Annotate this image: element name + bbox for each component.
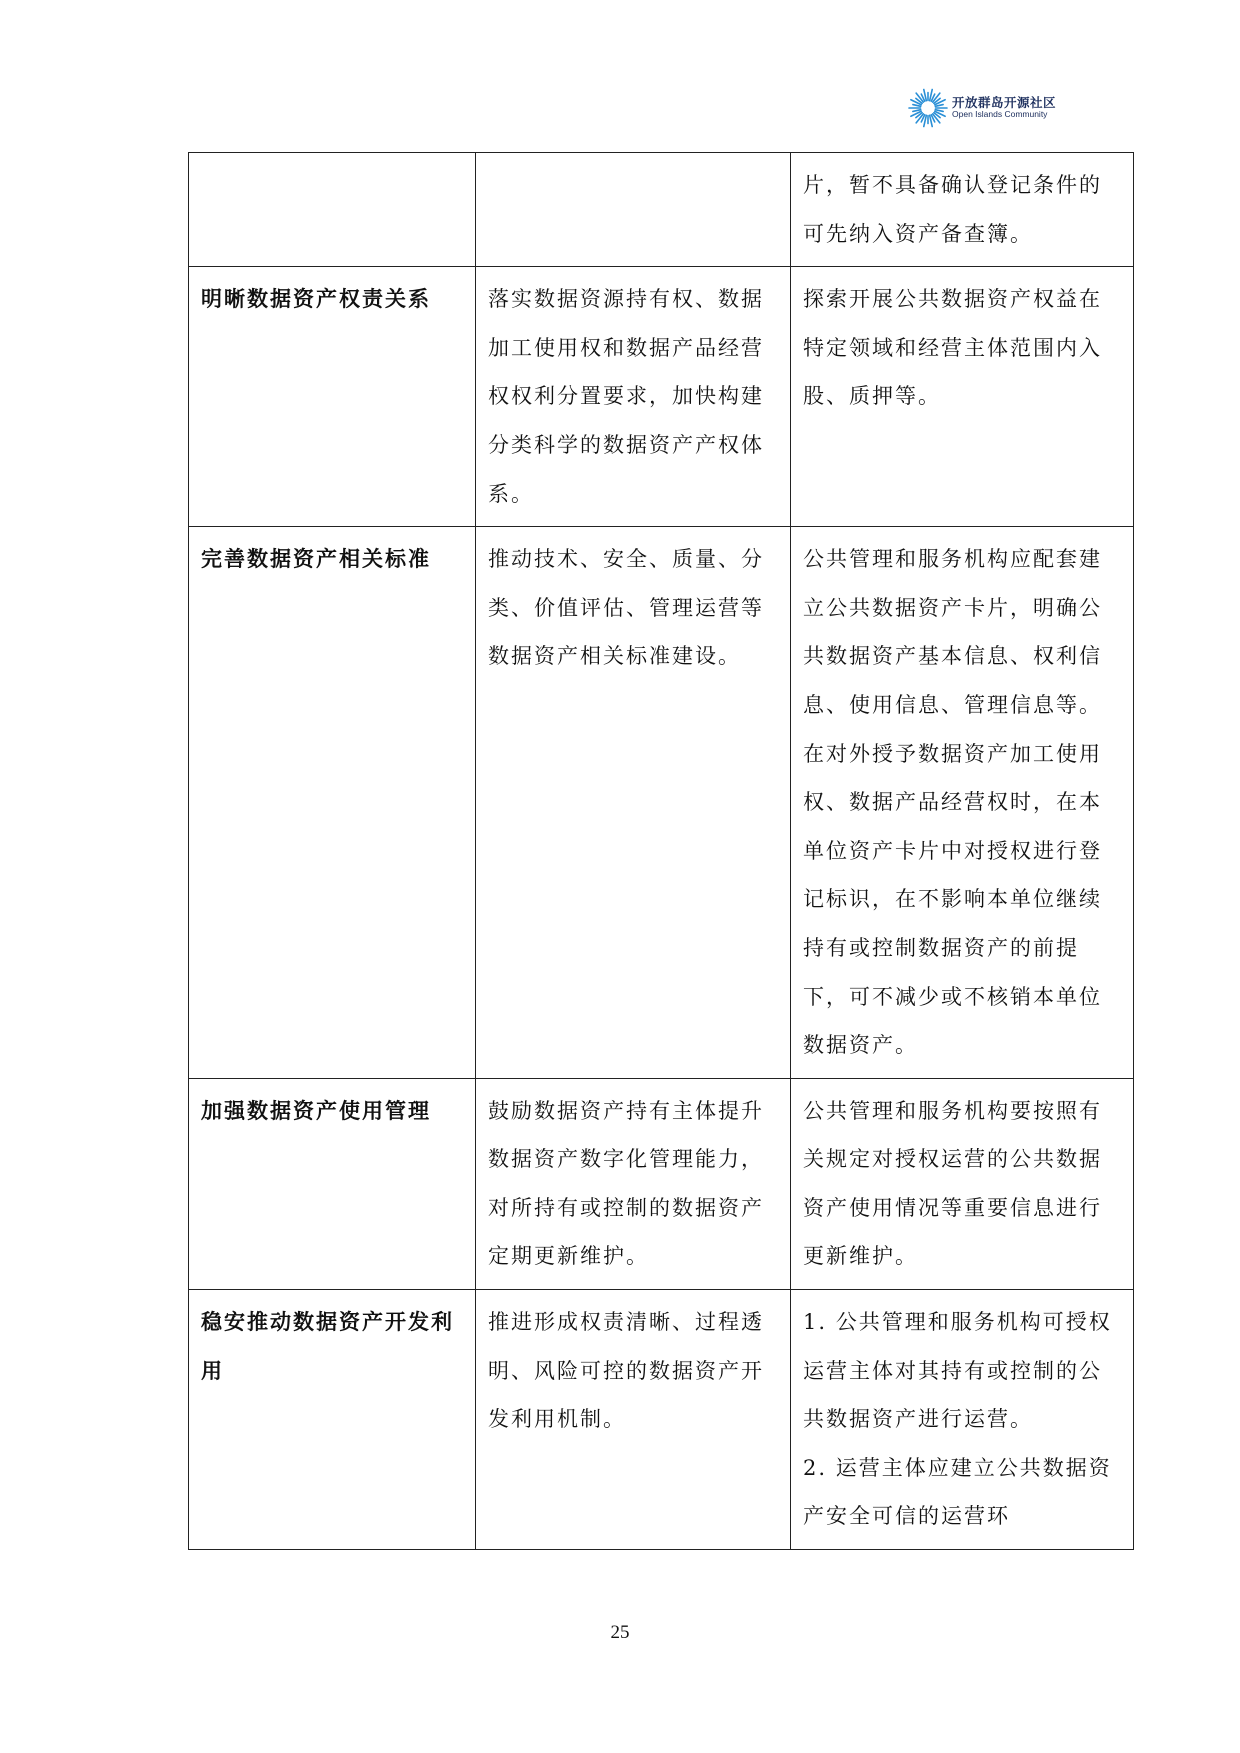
table-cell-item [189,1290,476,1550]
cell-text: 公共管理和服务机构要按照有关规定对授权运营的公共数据资产使用情况等重要信息进行更新维护。 [803,1098,1102,1269]
logo-english-name: Open Islands Community [952,109,1048,120]
table-cell-requirement [476,267,791,527]
table-cell-item [189,527,476,1079]
logo-chinese-name: 开放群岛开源社区 [952,95,1057,111]
cell-text: 公共管理和服务机构应配套建立公共数据资产卡片，明确公共数据资产基本信息、权利信息、使用信息、管理信息等。在对外授予数据资产加工使用权、数据产品经营权时，在本单位资产卡片中对授权进行登记标识，在不影响本单位继续持有或控制数据资产的前提下，可不减少或不核销本单位数据资产。 [803,547,1102,1058]
table-row [189,153,1134,267]
cell-text: 片，暂不具备确认登记条件的可先纳入资产备查簿。 [803,173,1102,246]
table-cell-item [189,1078,476,1289]
table-cell-public-data [791,267,1134,527]
table-cell-requirement [476,527,791,1079]
cell-text: 探索开展公共数据资产权益在特定领域和经营主体范围内入股、质押等。 [803,287,1102,409]
table-cell-requirement [476,153,791,267]
cell-text: 鼓励数据资产持有主体提升数据资产数字化管理能力，对所持有或控制的数据资产定期更新维护。 [488,1098,764,1269]
table-cell-public-data [791,1290,1134,1550]
cell-text: 2. 运营主体应建立公共数据资产安全可信的运营环 [803,1455,1112,1529]
table-cell-item [189,267,476,527]
cell-text: 明晰数据资产权责关系 [201,287,431,312]
cell-text: 落实数据资源持有权、数据加工使用权和数据产品经营权权利分置要求，加快构建分类科学的数据资产产权体系。 [488,287,764,506]
table-row [189,1290,1134,1550]
table-cell-public-data [791,1078,1134,1289]
table-row [189,267,1134,527]
cell-text: 稳安推动数据资产开发利用 [201,1310,454,1383]
header-logo [908,86,1058,130]
cell-text: 推动技术、安全、质量、分类、价值评估、管理运营等数据资产相关标准建设。 [488,547,764,669]
table-cell-item [189,153,476,267]
table-row [189,527,1134,1079]
table-cell-requirement [476,1290,791,1550]
table-row [189,1078,1134,1289]
policy-table [188,152,1134,1550]
sunburst-circle-icon [908,88,948,128]
cell-text: 推进形成权责清晰、过程透明、风险可控的数据资产开发利用机制。 [488,1310,764,1432]
table-cell-public-data [791,527,1134,1079]
cell-text: 1. 公共管理和服务机构可授权运营主体对其持有或控制的公共数据资产进行运营。 [803,1310,1112,1432]
cell-text: 完善数据资产相关标准 [201,547,431,572]
cell-text: 加强数据资产使用管理 [201,1098,431,1123]
page-number: 25 [610,1622,630,1643]
table-cell-public-data [791,153,1134,267]
table-cell-requirement [476,1078,791,1289]
